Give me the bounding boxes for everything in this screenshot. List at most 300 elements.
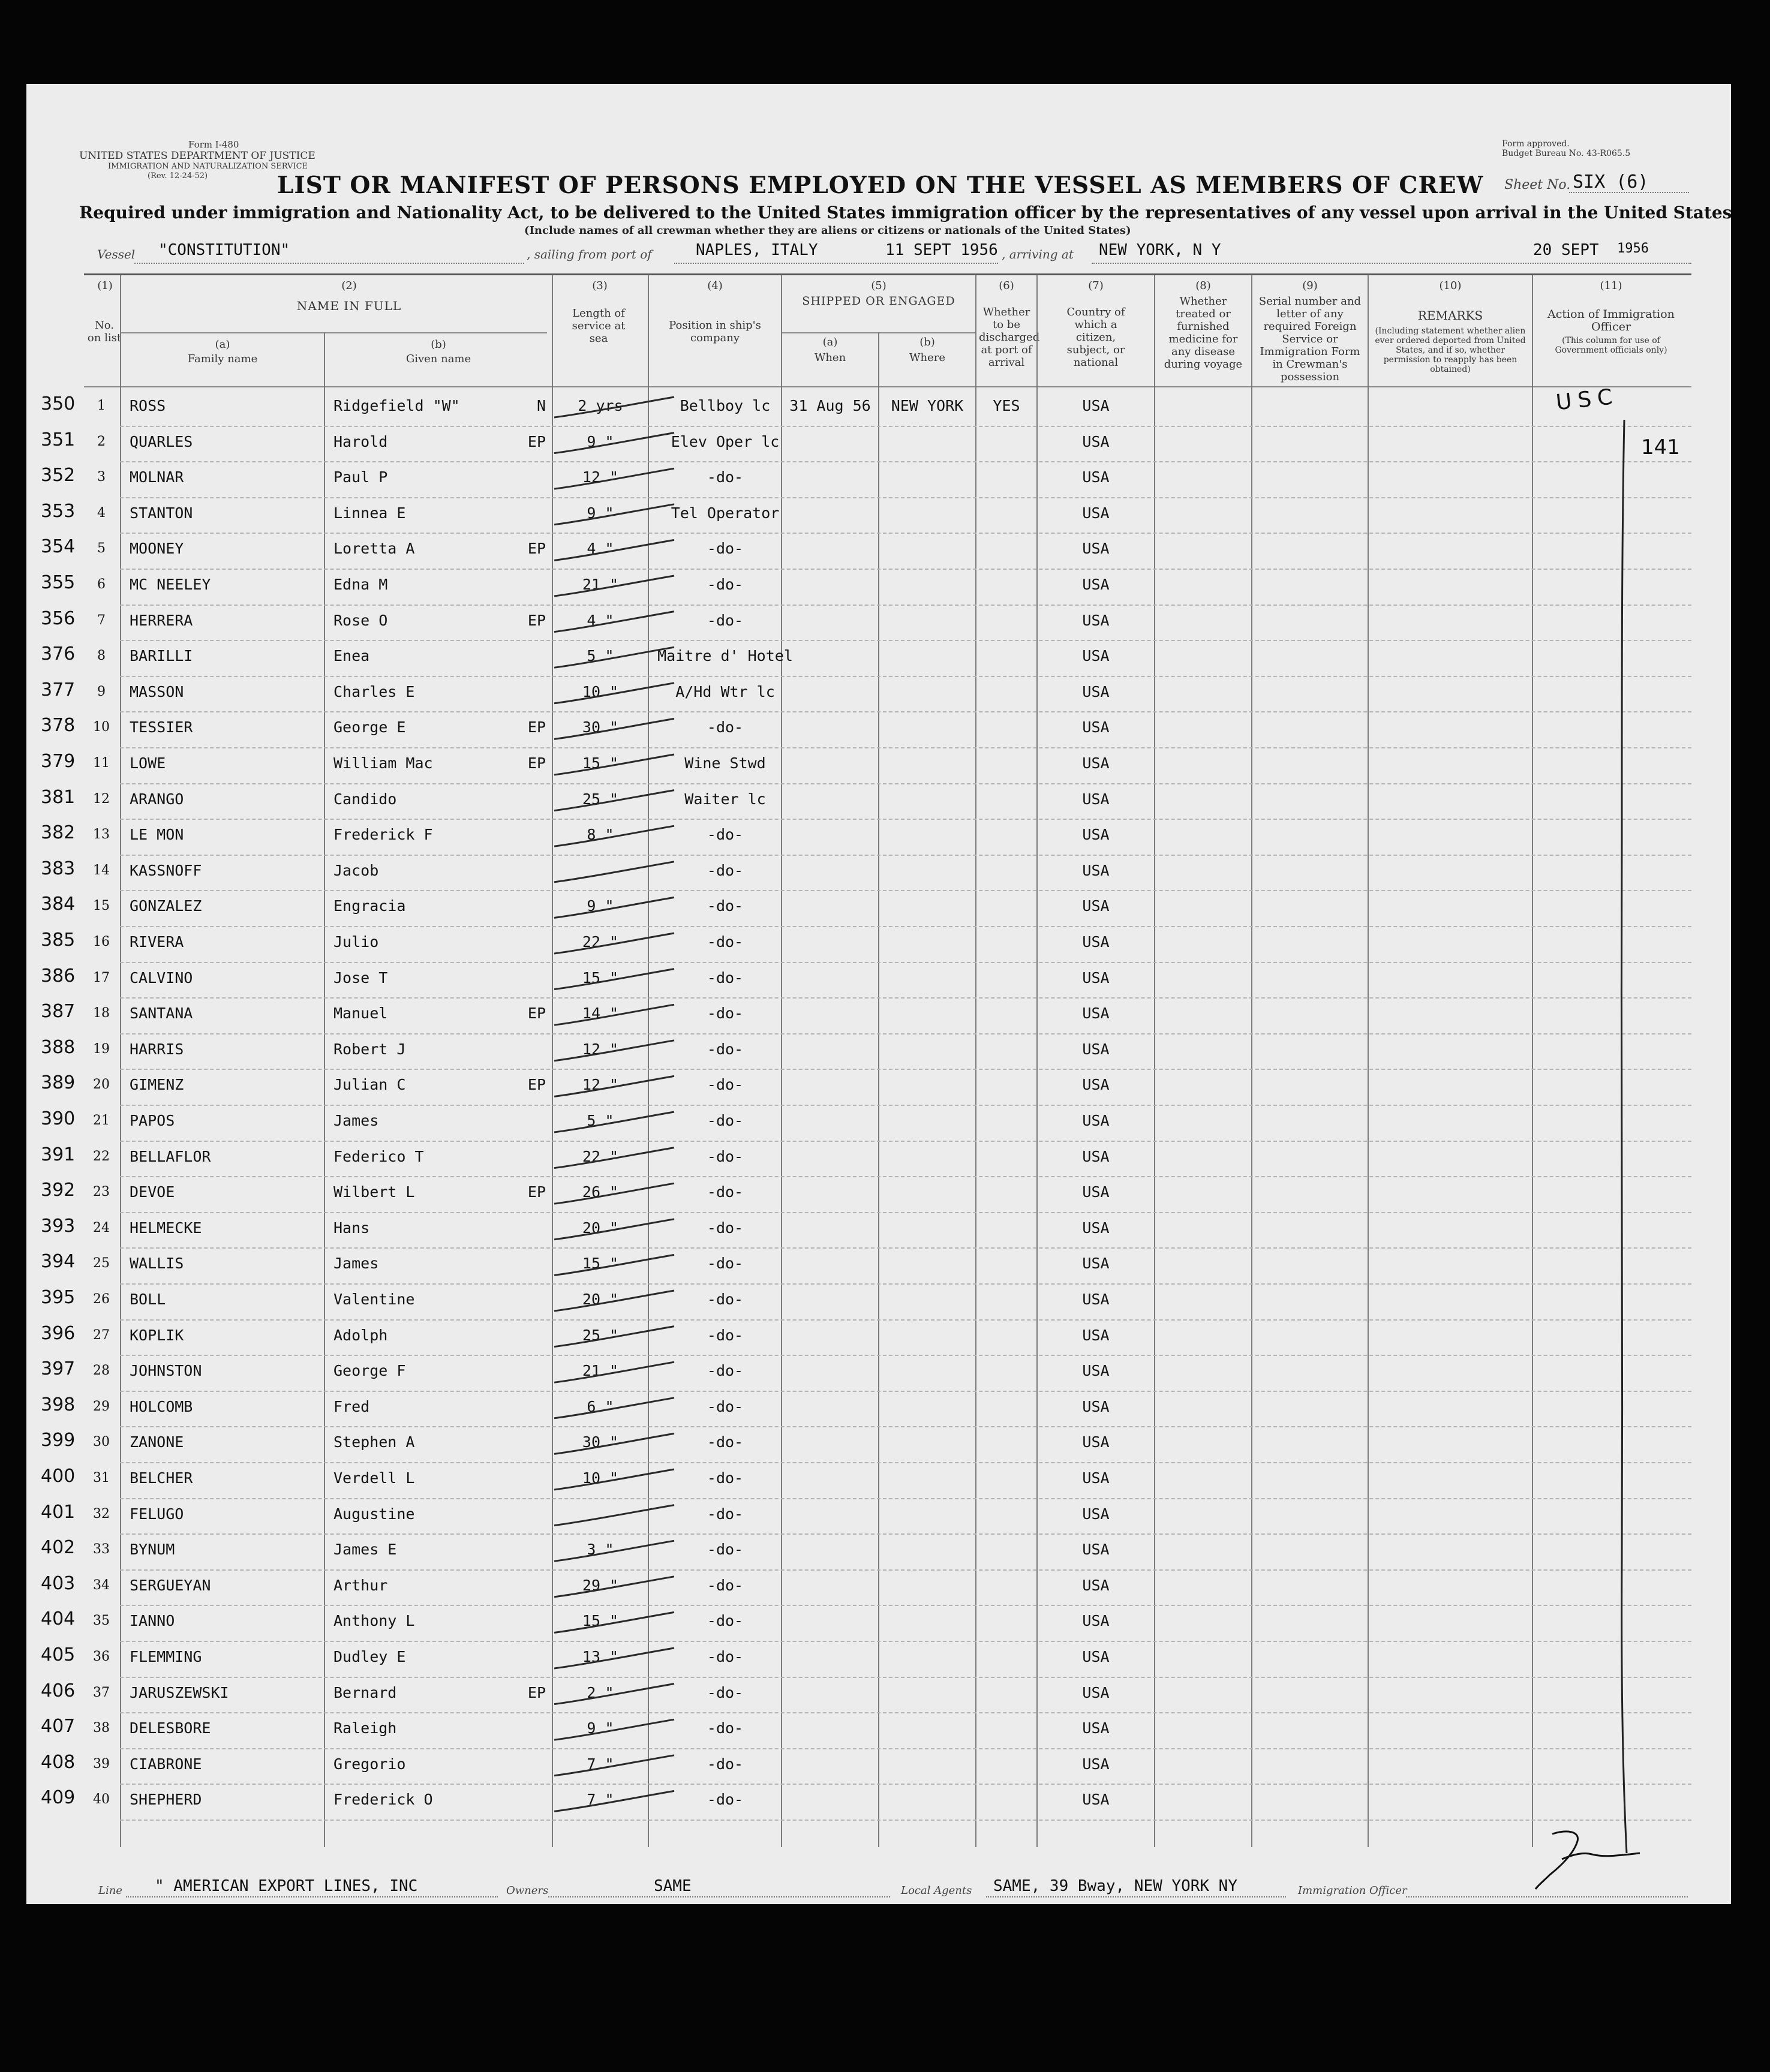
row-number: 2 <box>97 434 106 449</box>
ship-position: Elev Oper lc <box>671 432 780 450</box>
row-separator <box>120 1677 1691 1678</box>
status-mark: EP <box>527 432 546 450</box>
given-name: James <box>333 1112 379 1129</box>
crew-ref-number: 351 <box>41 429 76 450</box>
crew-ref-number: 383 <box>41 858 76 879</box>
status-mark: EP <box>527 1683 546 1701</box>
check-stroke <box>554 1577 674 1597</box>
crew-ref-number: 387 <box>41 1001 76 1023</box>
ship-position: -do- <box>707 718 744 736</box>
check-stroke <box>554 1148 674 1168</box>
check-stroke <box>554 1755 674 1776</box>
status-mark: EP <box>527 1183 546 1201</box>
row-separator <box>120 1426 1691 1427</box>
row-number: 19 <box>93 1041 110 1057</box>
line-label: Line <box>98 1884 122 1897</box>
col11-note: (This column for use of Government officials only) <box>1555 336 1667 355</box>
family-name: BOLL <box>130 1291 166 1308</box>
status-mark: EP <box>527 1076 546 1094</box>
family-name: TESSIER <box>130 718 193 736</box>
col5b-num: (b) <box>919 336 935 348</box>
check-stroke <box>554 1612 674 1632</box>
crew-ref-number: 378 <box>41 715 76 736</box>
row-number: 22 <box>93 1148 110 1164</box>
given-name: Jose T <box>333 969 388 987</box>
given-name: Frederick F <box>333 826 433 844</box>
ship-position: -do- <box>707 1112 744 1129</box>
row-separator <box>120 533 1691 534</box>
citizenship: USA <box>1082 1683 1110 1701</box>
ship-position: -do- <box>707 1183 744 1201</box>
service-length: 2 " <box>587 1683 614 1701</box>
service-length: 10 " <box>582 1469 619 1487</box>
ship-position: -do- <box>707 969 744 987</box>
citizenship: USA <box>1082 1469 1110 1487</box>
status-mark: N <box>536 397 546 414</box>
row-number: 6 <box>97 577 106 592</box>
col3-header: Length of service at sea <box>572 307 626 345</box>
crew-ref-number: 409 <box>41 1787 76 1809</box>
given-name: William Mac <box>333 754 433 772</box>
agents-value: SAME, 39 Bway, NEW YORK NY <box>993 1877 1237 1895</box>
family-name: BYNUM <box>130 1541 175 1559</box>
col4-num: (4) <box>707 279 723 292</box>
row-number: 31 <box>93 1470 110 1485</box>
col2a-header: Family name <box>187 353 258 365</box>
row-separator <box>120 1605 1691 1606</box>
service-length: 25 " <box>582 790 619 808</box>
citizenship: USA <box>1082 1147 1110 1165</box>
crew-ref-number: 388 <box>41 1036 76 1058</box>
line-value: " AMERICAN EXPORT LINES, INC <box>155 1877 418 1895</box>
family-name: DELESBORE <box>130 1719 211 1737</box>
crew-ref-number: 382 <box>41 822 76 844</box>
check-stroke <box>554 647 674 667</box>
row-separator <box>120 747 1691 748</box>
col8-num: (8) <box>1195 279 1211 292</box>
service-length: 15 " <box>582 969 619 987</box>
given-name: Dudley E <box>333 1648 406 1665</box>
row-separator <box>120 1569 1691 1571</box>
citizenship: USA <box>1082 1719 1110 1737</box>
family-name: MOLNAR <box>130 468 184 486</box>
ship-position: -do- <box>707 1612 744 1630</box>
ship-position: -do- <box>707 1040 744 1058</box>
crew-ref-number: 395 <box>41 1287 76 1308</box>
citizenship: USA <box>1082 1433 1110 1451</box>
arrival-year: 1956 <box>1617 241 1649 256</box>
citizenship: USA <box>1082 647 1110 665</box>
family-name: CIABRONE <box>130 1755 202 1773</box>
vessel-label: Vessel <box>97 247 136 261</box>
row-separator <box>120 1283 1691 1285</box>
col5-header: SHIPPED OR ENGAGED <box>802 294 955 308</box>
col2b-header: Given name <box>405 353 471 365</box>
citizenship: USA <box>1082 1397 1110 1415</box>
ship-position: A/Hd Wtr lc <box>675 682 775 700</box>
col5b-header: Where <box>909 351 945 364</box>
ship-position: -do- <box>707 1005 744 1023</box>
check-stroke <box>554 862 674 882</box>
crew-ref-number: 396 <box>41 1322 76 1344</box>
citizenship: USA <box>1082 1791 1110 1809</box>
citizenship: USA <box>1082 540 1110 558</box>
ship-position: -do- <box>707 468 744 486</box>
row-number: 35 <box>93 1613 110 1629</box>
family-name: HARRIS <box>130 1040 184 1058</box>
check-stroke <box>554 1040 674 1061</box>
citizenship: USA <box>1082 1648 1110 1665</box>
service-length: 7 " <box>587 1755 614 1773</box>
family-name: LOWE <box>130 754 166 772</box>
citizenship: USA <box>1082 861 1110 879</box>
family-name: PAPOS <box>130 1112 175 1129</box>
citizenship: USA <box>1082 790 1110 808</box>
citizenship: USA <box>1082 969 1110 987</box>
check-stroke <box>554 468 674 489</box>
check-stroke <box>554 1112 674 1132</box>
row-number: 24 <box>93 1220 110 1235</box>
service-length: 13 " <box>582 1648 619 1665</box>
row-number: 25 <box>93 1256 110 1271</box>
ship-position: Wine Stwd <box>684 754 766 772</box>
row-number: 23 <box>93 1184 110 1200</box>
status-mark: EP <box>527 754 546 772</box>
ship-position: -do- <box>707 611 744 629</box>
citizenship: USA <box>1082 1183 1110 1201</box>
col2b-num: (b) <box>431 338 446 351</box>
crew-ref-number: 386 <box>41 965 76 987</box>
status-mark: EP <box>527 540 546 558</box>
given-name: Manuel <box>333 1005 388 1023</box>
crew-ref-number: 398 <box>41 1394 76 1415</box>
row-separator <box>120 855 1691 856</box>
row-number: 12 <box>93 791 110 807</box>
check-stroke <box>554 1541 674 1561</box>
given-name: Bernard <box>333 1683 397 1701</box>
service-length: 10 " <box>582 682 619 700</box>
family-name: RIVERA <box>130 933 184 951</box>
discharged-flag: YES <box>993 397 1020 414</box>
given-name: Linnea E <box>333 504 406 522</box>
citizenship: USA <box>1082 1541 1110 1559</box>
given-name: Valentine <box>333 1291 415 1308</box>
crew-ref-number: 391 <box>41 1144 76 1165</box>
check-stroke <box>554 1719 674 1740</box>
row-separator <box>120 1533 1691 1535</box>
row-number: 1 <box>97 398 106 413</box>
check-stroke <box>554 1684 674 1704</box>
ship-position: -do- <box>707 1541 744 1559</box>
given-name: Anthony L <box>333 1612 415 1630</box>
row-number: 8 <box>97 648 106 664</box>
citizenship: USA <box>1082 1362 1110 1380</box>
sheet-label: Sheet No. <box>1504 178 1571 193</box>
row-separator <box>120 783 1691 784</box>
row-separator <box>120 962 1691 963</box>
check-stroke <box>554 1291 674 1311</box>
row-number: 4 <box>97 505 106 521</box>
row-separator <box>120 1355 1691 1356</box>
col3-num: (3) <box>592 279 608 292</box>
row-number: 40 <box>93 1792 110 1808</box>
check-stroke <box>554 1219 674 1240</box>
given-name: Julian C <box>333 1076 406 1094</box>
family-name: QUARLES <box>130 432 193 450</box>
family-name: CALVINO <box>130 969 193 987</box>
crew-ref-number: 390 <box>41 1108 76 1129</box>
row-number: 36 <box>93 1649 110 1664</box>
crew-ref-number: 392 <box>41 1180 76 1201</box>
row-number: 34 <box>93 1577 110 1593</box>
form-subtitle: Required under immigration and Nationality Act, to be delivered to the United States immigration officer by the representatives of any vessel upon arrival in the United States <box>79 203 1732 222</box>
citizenship: USA <box>1082 1040 1110 1058</box>
ship-position: Tel Operator <box>671 504 780 522</box>
crew-ref-number: 404 <box>41 1608 76 1630</box>
col10-note: (Including statement whether alien ever ordered deported from United States, and if so, whether permission to reapply has been obtained) <box>1375 326 1526 374</box>
citizenship: USA <box>1082 1005 1110 1023</box>
check-stroke <box>554 969 674 990</box>
given-name: Enea <box>333 647 370 665</box>
departure-port: NAPLES, ITALY <box>696 241 818 259</box>
row-separator <box>120 1105 1691 1106</box>
vessel-name: "CONSTITUTION" <box>158 241 290 259</box>
ship-position: -do- <box>707 1576 744 1594</box>
row-separator <box>120 640 1691 641</box>
check-stroke <box>554 1362 674 1382</box>
ship-position: -do- <box>707 1719 744 1737</box>
crew-ref-number: 397 <box>41 1358 76 1380</box>
service-length: 22 " <box>582 1147 619 1165</box>
checkmark-strokes <box>542 384 698 1883</box>
ship-position: -do- <box>707 1076 744 1094</box>
crew-ref-number: 356 <box>41 608 76 629</box>
page-title: LIST OR MANIFEST OF PERSONS EMPLOYED ON THE VESSEL AS MEMBERS OF CREW <box>277 172 1484 199</box>
given-name: Fred <box>333 1397 370 1415</box>
crew-ref-number: 405 <box>41 1644 76 1665</box>
check-stroke <box>554 1327 674 1347</box>
check-stroke <box>554 1505 674 1526</box>
given-name: Frederick O <box>333 1791 433 1809</box>
budget-bureau: Budget Bureau No. 43-R065.5 <box>1502 149 1631 158</box>
col6-header: Whether to be discharged at port of arrival <box>979 306 1040 369</box>
service-length: 7 " <box>587 1791 614 1809</box>
family-name: WALLIS <box>130 1255 184 1273</box>
row-separator <box>120 1391 1691 1392</box>
col4-header: Position in ship's company <box>669 319 761 344</box>
service-length: 15 " <box>582 1612 619 1630</box>
ship-position: -do- <box>707 1683 744 1701</box>
status-mark: EP <box>527 611 546 629</box>
manifest-sheet <box>26 84 1731 1904</box>
row-separator <box>120 1712 1691 1713</box>
family-name: SHEPHERD <box>130 1791 202 1809</box>
given-name: Jacob <box>333 861 379 879</box>
ship-position: -do- <box>707 1755 744 1773</box>
row-separator <box>120 1319 1691 1321</box>
row-number: 33 <box>93 1542 110 1557</box>
citizenship: USA <box>1082 897 1110 915</box>
col6-num: (6) <box>999 279 1014 292</box>
given-name: Julio <box>333 933 379 951</box>
service-length: 9 " <box>587 504 614 522</box>
service-length: 26 " <box>582 1183 619 1201</box>
page-number: 141 <box>1641 435 1680 459</box>
service-length: 14 " <box>582 1005 619 1023</box>
ship-position: -do- <box>707 576 744 593</box>
crew-ref-number: 401 <box>41 1501 76 1523</box>
arrival-date: 20 SEPT <box>1533 241 1599 259</box>
row-number: 15 <box>93 898 110 914</box>
row-separator <box>120 1033 1691 1035</box>
col2-header: NAME IN FULL <box>296 299 402 313</box>
crew-ref-number: 394 <box>41 1251 76 1273</box>
citizenship: USA <box>1082 718 1110 736</box>
given-name: James E <box>333 1541 397 1559</box>
crew-ref-number: 350 <box>41 393 76 414</box>
arriving-label: , arriving at <box>1002 247 1074 261</box>
crew-ref-number: 355 <box>41 572 76 593</box>
citizenship: USA <box>1082 754 1110 772</box>
check-stroke <box>554 540 674 560</box>
family-name: SANTANA <box>130 1005 193 1023</box>
ship-position: -do- <box>707 1291 744 1308</box>
row-number: 38 <box>93 1721 110 1736</box>
family-name: SERGUEYAN <box>130 1576 211 1594</box>
col5-num: (5) <box>871 279 886 292</box>
given-name: Augustine <box>333 1505 415 1523</box>
col5a-num: (a) <box>822 336 838 348</box>
service-length: 12 " <box>582 1040 619 1058</box>
crew-ref-number: 385 <box>41 930 76 951</box>
citizenship: USA <box>1082 682 1110 700</box>
crew-ref-number: 384 <box>41 894 76 915</box>
officer-signature <box>1526 1823 1658 1895</box>
ship-position: Maitre d' Hotel <box>657 647 793 665</box>
family-name: DEVOE <box>130 1183 175 1201</box>
ship-position: -do- <box>707 1326 744 1344</box>
given-name: Loretta A <box>333 540 415 558</box>
family-name: GIMENZ <box>130 1076 184 1094</box>
check-stroke <box>554 826 674 846</box>
sailing-label: , sailing from port of <box>527 247 652 261</box>
family-name: HELMECKE <box>130 1219 202 1237</box>
row-number: 30 <box>93 1435 110 1450</box>
check-stroke <box>554 397 674 417</box>
given-name: Ridgefield "W" <box>333 397 460 414</box>
col8-header: Whether treated or furnished medicine for any disease during voyage <box>1164 295 1243 371</box>
ship-position: -do- <box>707 1648 744 1665</box>
given-name: Engracia <box>333 897 406 915</box>
col2-num: (2) <box>341 279 357 292</box>
family-name: FLEMMING <box>130 1648 202 1665</box>
usc-annotation: USC <box>1555 384 1620 416</box>
ship-position: -do- <box>707 1255 744 1273</box>
family-name: BELLAFLOR <box>130 1147 211 1165</box>
sheet-value: SIX (6) <box>1573 172 1649 193</box>
family-name: ROSS <box>130 397 166 414</box>
row-separator <box>120 1176 1691 1177</box>
ship-position: -do- <box>707 933 744 951</box>
col1-header: No. on list <box>87 319 122 344</box>
family-name: HERRERA <box>130 611 193 629</box>
row-separator <box>120 1498 1691 1499</box>
ship-position: -do- <box>707 1469 744 1487</box>
col2a-num: (a) <box>215 338 230 351</box>
citizenship: USA <box>1082 504 1110 522</box>
crew-ref-number: 376 <box>41 643 76 665</box>
service-length: 5 " <box>587 647 614 665</box>
service-length: 15 " <box>582 1255 619 1273</box>
family-name: BARILLI <box>130 647 193 665</box>
crew-ref-number: 381 <box>41 786 76 808</box>
col5a-header: When <box>814 351 846 364</box>
col9-num: (9) <box>1302 279 1318 292</box>
ship-position: Waiter lc <box>684 790 766 808</box>
crew-ref-number: 377 <box>41 679 76 700</box>
row-separator <box>120 1641 1691 1642</box>
ship-position: -do- <box>707 861 744 879</box>
service-length: 9 " <box>587 432 614 450</box>
row-number: 14 <box>93 862 110 878</box>
citizenship: USA <box>1082 1076 1110 1094</box>
crew-ref-number: 352 <box>41 465 76 486</box>
row-separator <box>120 926 1691 927</box>
row-number: 13 <box>93 827 110 843</box>
given-name: Robert J <box>333 1040 406 1058</box>
row-separator <box>120 1462 1691 1463</box>
row-separator <box>120 497 1691 498</box>
given-name: Stephen A <box>333 1433 415 1451</box>
ship-position: -do- <box>707 1147 744 1165</box>
row-number: 28 <box>93 1363 110 1379</box>
row-separator <box>120 890 1691 891</box>
row-number: 18 <box>93 1006 110 1021</box>
col7-header: Country of which a citizen, subject, or national <box>1066 306 1125 369</box>
crew-ref-number: 408 <box>41 1751 76 1773</box>
given-name: Federico T <box>333 1147 424 1165</box>
given-name: Gregorio <box>333 1755 406 1773</box>
citizenship: USA <box>1082 1326 1110 1344</box>
row-number: 10 <box>93 720 110 735</box>
service-length: 3 " <box>587 1541 614 1559</box>
given-name: Arthur <box>333 1576 388 1594</box>
service-length: 21 " <box>582 1362 619 1380</box>
citizenship: USA <box>1082 468 1110 486</box>
col10-header: REMARKS <box>1417 308 1483 323</box>
service-name: IMMIGRATION AND NATURALIZATION SERVICE <box>108 162 308 171</box>
check-stroke <box>554 1255 674 1275</box>
service-length: 30 " <box>582 1433 619 1451</box>
check-stroke <box>554 576 674 596</box>
service-length: 6 " <box>587 1397 614 1415</box>
row-separator <box>120 1069 1691 1070</box>
crew-ref-number: 399 <box>41 1430 76 1451</box>
check-stroke <box>554 933 674 954</box>
family-name: ZANONE <box>130 1433 184 1451</box>
row-separator <box>120 711 1691 712</box>
ship-position: -do- <box>707 897 744 915</box>
row-number: 5 <box>97 541 106 557</box>
given-name: Adolph <box>333 1326 388 1344</box>
service-length: 29 " <box>582 1576 619 1594</box>
given-name: James <box>333 1255 379 1273</box>
check-stroke <box>554 683 674 703</box>
form-subnote: (Include names of all crewman whether they are aliens or citizens or nationals of the United States) <box>524 224 1131 237</box>
given-name: Charles E <box>333 682 415 700</box>
family-name: FELUGO <box>130 1505 184 1523</box>
given-name: Paul P <box>333 468 388 486</box>
